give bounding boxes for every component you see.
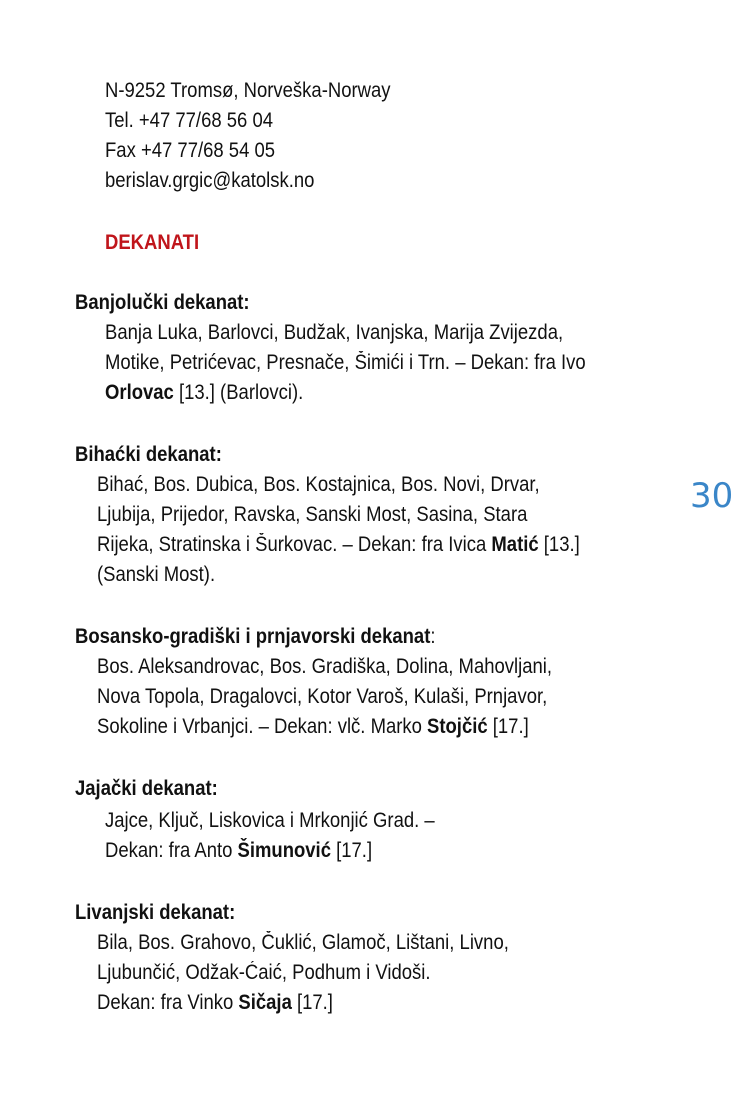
deanery-heading-bihacki: Bihaćki dekanat: — [75, 443, 222, 466]
deanery-line: Ljubunčić, Odžak-Ćaić, Podhum i Vidoši. — [97, 961, 431, 984]
dean-info: [13.] — [538, 533, 580, 556]
dean-info: [17.] — [330, 839, 373, 862]
dean-info: [17.] — [487, 715, 529, 738]
dean-name: Šimunović — [237, 839, 331, 862]
section-title: DEKANATI — [105, 231, 200, 254]
deanery-heading-text: Bosansko-gradiški i prnjavorski dekanat — [75, 625, 431, 648]
dean-info: [17.] — [291, 991, 333, 1014]
dean-name: Stojčić — [427, 715, 488, 738]
deanery-text: Sokoline i Vrbanjci. – Dekan: vlč. Marko — [97, 715, 428, 738]
deanery-line — [97, 988, 333, 1018]
deanery-line: Banja Luka, Barlovci, Budžak, Ivanjska, Marija Zvijezda, — [105, 321, 564, 344]
deanery-text: Dekan: fra Anto — [105, 839, 238, 862]
deanery-line — [97, 530, 580, 560]
deanery-line: Motike, Petrićevac, Presnače, Šimići i Trn. – Dekan: fra Ivo — [105, 351, 586, 374]
address-tel: Tel. +47 77/68 56 04 — [105, 109, 274, 132]
deanery-heading-bosansko-gradiski — [75, 622, 435, 652]
deanery-line: Nova Topola, Dragalovci, Kotor Varoš, Kulaši, Prnjavor, — [97, 685, 548, 708]
address-email: berislav.grgic@katolsk.no — [105, 169, 315, 192]
deanery-line: Bila, Bos. Grahovo, Čuklić, Glamoč, Lištani, Livno, — [97, 931, 509, 954]
heading-colon: : — [430, 625, 436, 648]
page-number: 30 — [690, 476, 734, 516]
deanery-heading-banjolucki: Banjolučki dekanat: — [75, 291, 250, 314]
deanery-line — [105, 836, 372, 866]
dean-name: Matić — [491, 533, 539, 556]
deanery-line — [97, 712, 529, 742]
address-fax: Fax +47 77/68 54 05 — [105, 139, 276, 162]
deanery-line: Bos. Aleksandrovac, Bos. Gradiška, Dolina, Mahovljani, — [97, 655, 553, 678]
deanery-heading-livanjski: Livanjski dekanat: — [75, 901, 236, 924]
dean-info: [13.] (Barlovci). — [173, 381, 304, 404]
deanery-line: Ljubija, Prijedor, Ravska, Sanski Most, Sasina, Stara — [97, 503, 528, 526]
address-postal: N-9252 Tromsø, Norveška-Norway — [105, 79, 391, 102]
deanery-line: (Sanski Most). — [97, 563, 216, 586]
deanery-line: Jajce, Ključ, Liskovica i Mrkonjić Grad. – — [105, 809, 435, 832]
deanery-heading-jajacki: Jajački dekanat: — [75, 777, 218, 800]
deanery-line — [105, 378, 303, 408]
dean-name: Orlovac — [105, 381, 174, 404]
deanery-text: Dekan: fra Vinko — [97, 991, 239, 1014]
deanery-text: Rijeka, Stratinska i Šurkovac. – Dekan: fra Ivica — [97, 533, 492, 556]
deanery-line: Bihać, Bos. Dubica, Bos. Kostajnica, Bos. Novi, Drvar, — [97, 473, 540, 496]
dean-name: Sičaja — [238, 991, 292, 1014]
